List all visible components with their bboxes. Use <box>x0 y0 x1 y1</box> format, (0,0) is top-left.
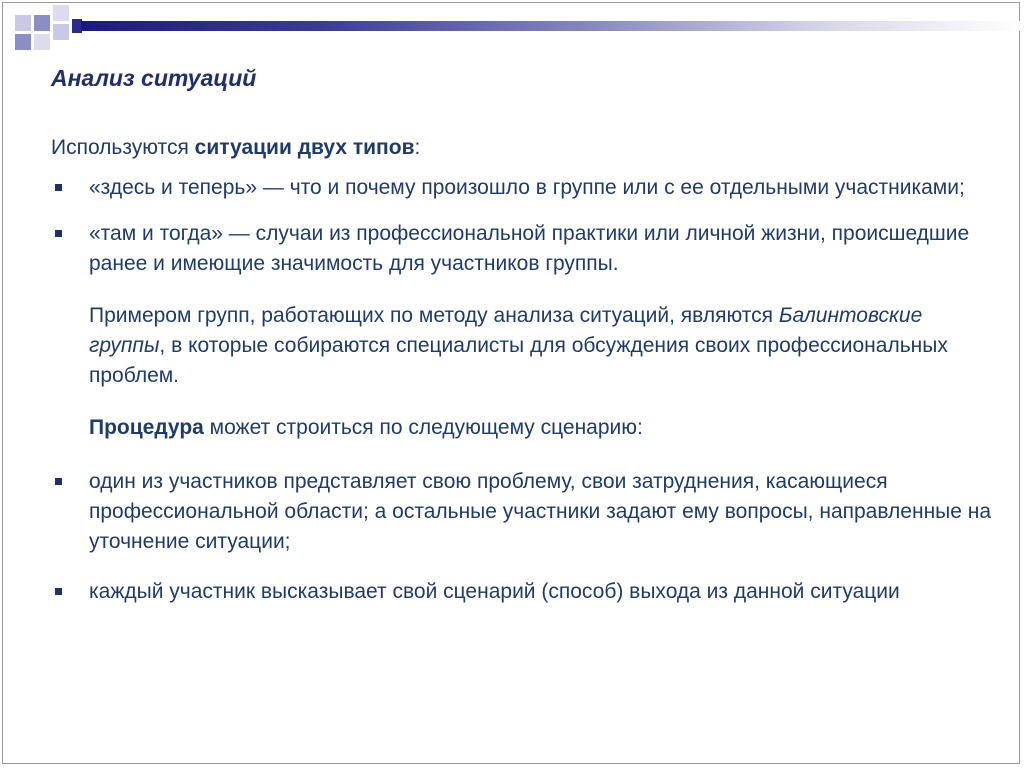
slide-content <box>51 133 1001 607</box>
example-suffix: , в которые собираются специалисты для обсуждения своих профессиональных проблем. <box>89 334 948 387</box>
bullet-icon <box>55 230 62 237</box>
bullet-icon <box>55 588 62 595</box>
intro-suffix: : <box>414 136 421 159</box>
decor-square <box>34 15 50 31</box>
decor-square <box>34 34 50 50</box>
intro-bold: ситуации двух типов <box>194 136 415 159</box>
list-item-text: каждый участник высказывает свой сценарий (способ) выхода из данной ситуации <box>89 580 900 603</box>
intro-paragraph <box>51 133 1001 163</box>
decor-square <box>15 34 31 50</box>
list-item-text: «там и тогда» — случаи из профессиональной практики или личной жизни, происшедшие ранее и имеющие значимость для участников группы. <box>89 222 970 275</box>
decor-square <box>53 5 69 21</box>
procedure-paragraph <box>51 413 1001 443</box>
bullet-icon <box>55 478 62 485</box>
slide-title: Анализ ситуаций <box>51 65 257 91</box>
intro-prefix: Используются <box>51 136 195 159</box>
header-gradient-bar <box>81 21 1021 31</box>
list-item-text: один из участников представляет свою проблему, свои затруднения, касающиеся профессиональной области; а остальные участники задают ему вопросы, направленные на уточнение ситуации; <box>89 470 992 553</box>
decor-square <box>53 24 69 40</box>
list-item <box>51 467 1001 557</box>
procedure-bold: Процедура <box>89 416 204 439</box>
list-item-text: «здесь и теперь» — что и почему произошло в группе или с ее отдельными участниками; <box>89 176 965 199</box>
decor-square <box>15 15 31 31</box>
bullet-icon <box>55 184 62 191</box>
example-italic: Балинтовские группы <box>89 304 923 357</box>
list-item <box>51 173 1001 203</box>
procedure-suffix: может строиться по следующему сценарию: <box>203 416 643 439</box>
list-item <box>51 219 1001 279</box>
slide <box>2 2 1020 764</box>
example-paragraph <box>51 301 1001 391</box>
example-prefix: Примером групп, работающих по методу анализа ситуаций, являются <box>89 304 779 327</box>
list-item <box>51 577 1001 607</box>
